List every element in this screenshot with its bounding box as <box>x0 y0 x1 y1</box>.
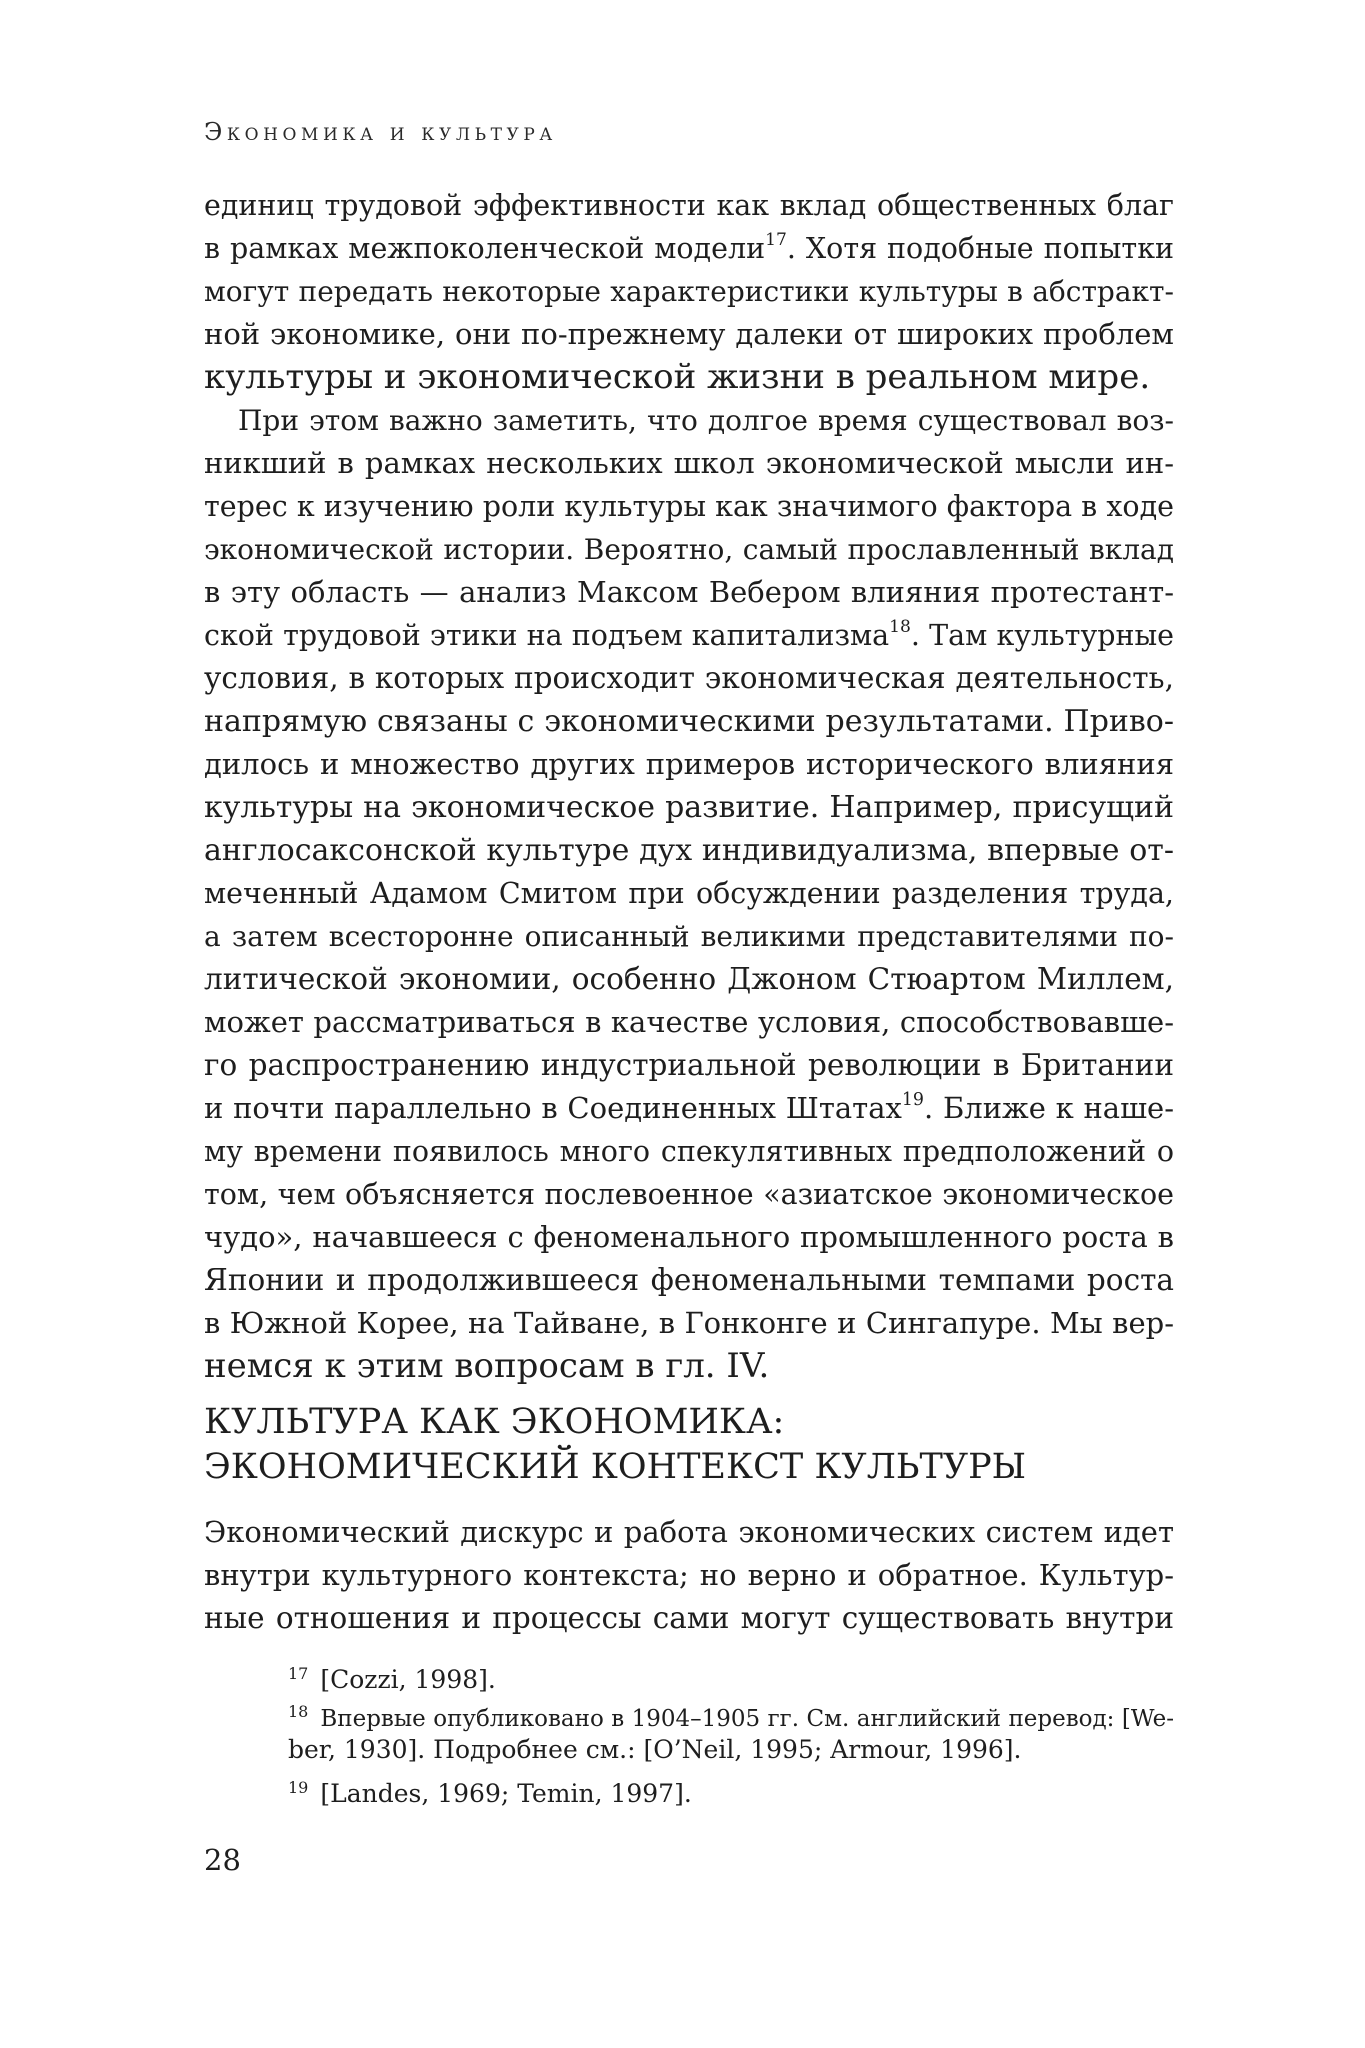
footnote-17 <box>288 1655 1174 1693</box>
line-text: . Хотя подобные попытки <box>786 232 1174 265</box>
page-number: 28 <box>204 1843 241 1877</box>
paragraph-line: литической экономии, особенно Джоном Стюартом Миллем, <box>204 962 1174 996</box>
paragraph-line: внутри культурного контекста; но верно и обратное. Культур- <box>204 1558 1174 1592</box>
paragraph-line: в Южной Корее, на Тайване, в Гонконге и Сингапуре. Мы вер- <box>204 1306 1174 1340</box>
paragraph-line: может рассматриваться в качестве условия, способствовавше- <box>204 1005 1174 1039</box>
paragraph-line: единиц трудовой эффективности как вклад общественных благ <box>204 189 1174 222</box>
footnote-text: [Cozzi, 1998]. <box>320 1665 496 1694</box>
paragraph-line: Экономический дискурс и работа экономических систем идет <box>204 1515 1174 1549</box>
paragraph-line <box>204 614 1174 657</box>
paragraph-line: никший в рамках нескольких школ экономической мысли ин- <box>204 446 1174 480</box>
section-heading-line: КУЛЬТУРА КАК ЭКОНОМИКА: <box>204 1402 785 1442</box>
paragraph-line: том, чем объясняется послевоенное «азиатское экономическое <box>204 1178 1174 1211</box>
paragraph-line: напрямую связаны с экономическими результатами. Приво- <box>204 704 1174 739</box>
paragraph-line: немся к этим вопросам в гл. IV. <box>204 1346 770 1386</box>
paragraph-line: экономической истории. Вероятно, самый прославленный вклад <box>204 533 1174 566</box>
paragraph-line: англосаксонской культуре дух индивидуализма, впервые от- <box>204 833 1174 868</box>
paragraph-line: в эту область — анализ Максом Вебером влияния протестант- <box>204 575 1174 609</box>
paragraph-line: ные отношения и процессы сами могут существовать внутри <box>204 1601 1174 1635</box>
paragraph-3 <box>204 1511 1174 1640</box>
footnote-ref[interactable]: 19 <box>901 1089 924 1110</box>
footnote-ref[interactable]: 18 <box>889 617 911 638</box>
paragraph-line: культуры на экономическое развитие. Например, присущий <box>204 790 1174 825</box>
line-text: в рамках межпоколенческой модели <box>204 232 766 265</box>
footnote-text: Впервые опубликовано в 1904–1905 гг. См. английский перевод: [We- <box>320 1706 1174 1732</box>
running-head: Экономика и культура <box>204 118 557 146</box>
paragraph-line: меченный Адамом Смитом при обсуждении разделения труда, <box>204 877 1174 910</box>
line-text: ской трудовой этики на подъем капитализма <box>204 619 890 652</box>
paragraph-line: терес к изучению роли культуры как значимого фактора в ходе <box>204 490 1174 523</box>
paragraph-1 <box>204 184 1174 399</box>
footnote-number: 19 <box>288 1778 309 1797</box>
line-text: . Ближе к наше- <box>924 1091 1174 1125</box>
paragraph-line: а затем всесторонне описанный великими представителями по- <box>204 920 1174 953</box>
footnote-ref[interactable]: 17 <box>765 230 787 251</box>
paragraph-line <box>204 227 1174 270</box>
footnotes <box>288 1655 1174 1807</box>
footnote-text: [Landes, 1969; Temin, 1997]. <box>320 1779 692 1808</box>
paragraph-line: му времени появилось много спекулятивных предположений о <box>204 1135 1174 1168</box>
paragraph-line: культуры и экономической жизни в реальном мире. <box>204 357 1151 397</box>
line-text: . Там культурные <box>910 619 1174 652</box>
paragraph-2 <box>204 399 1174 1388</box>
paragraph-line: го распространению индустриальной революции в Британии <box>204 1048 1174 1082</box>
paragraph-line: дилось и множество других примеров исторического влияния <box>204 747 1174 781</box>
footnote-number: 17 <box>288 1664 309 1683</box>
line-text: и почти параллельно в Соединенных Штатах <box>204 1091 902 1125</box>
paragraph-line: ной экономике, они по-прежнему далеки от широких проблем <box>204 317 1174 351</box>
paragraph-line: Японии и продолжившееся феноменальными темпами роста <box>204 1263 1174 1297</box>
paragraph-line: чудо», начавшееся с феноменального промышленного роста в <box>204 1220 1174 1254</box>
section-heading <box>204 1400 1174 1490</box>
paragraph-line: условия, в которых происходит экономическая деятельность, <box>204 661 1174 695</box>
paragraph-line: При этом важно заметить, что долгое время существовал воз- <box>238 404 1174 437</box>
footnote-19 <box>288 1769 1174 1807</box>
footnote-number: 18 <box>288 1702 309 1721</box>
footnote-18-continued: ber, 1930]. Подробнее см.: [O’Neil, 1995; Armour, 1996]. <box>288 1735 1022 1764</box>
footnote-18 <box>288 1693 1174 1731</box>
paragraph-line: могут передать некоторые характеристики культуры в абстракт- <box>204 275 1174 308</box>
paragraph-line <box>204 1087 1174 1130</box>
section-heading-line: ЭКОНОМИЧЕСКИЙ КОНТЕКСТ КУЛЬТУРЫ <box>204 1447 1027 1487</box>
